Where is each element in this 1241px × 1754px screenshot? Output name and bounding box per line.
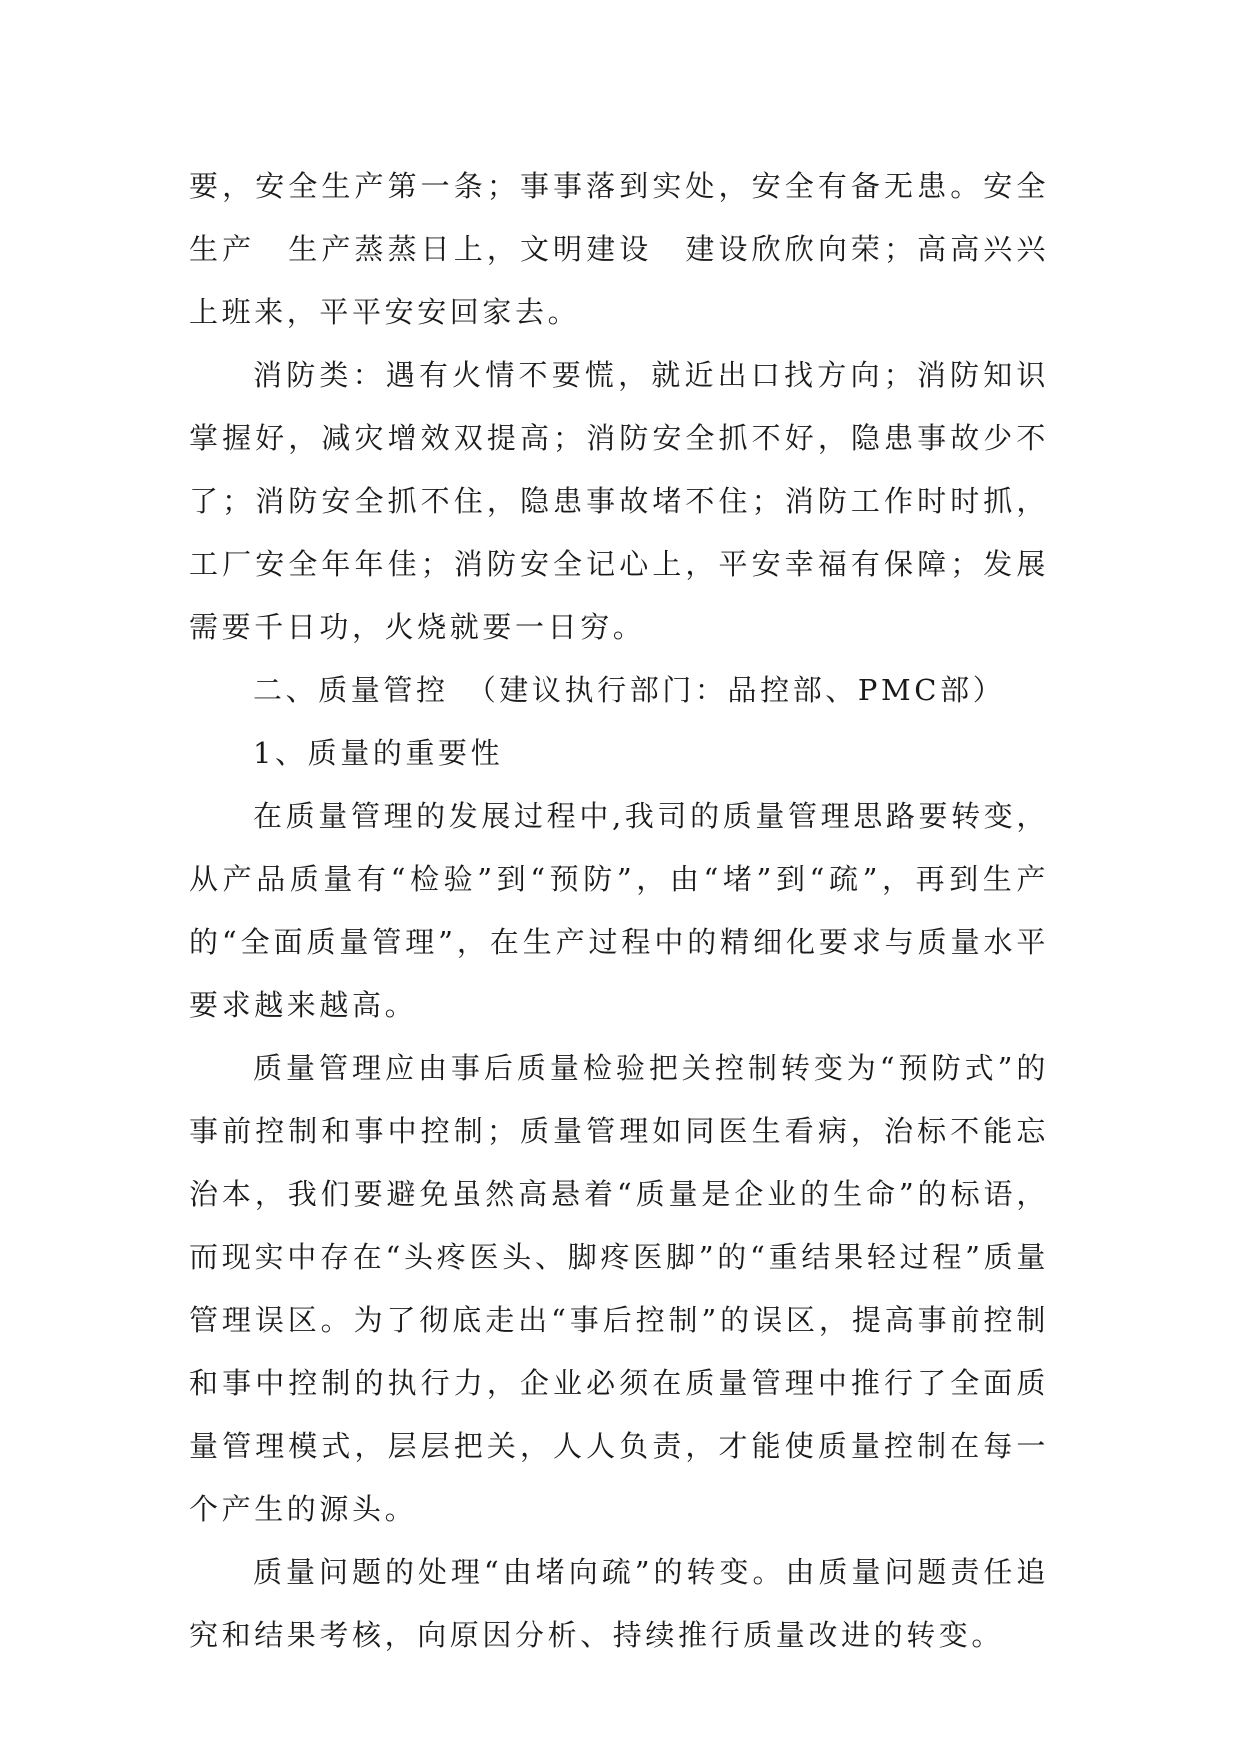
paragraph-safety-slogans-end: 要，安全生产第一条；事事落到实处，安全有备无患。安全生产 生产蒸蒸日上，文明建设 建设欣欣向荣；高高兴兴上班来，平平安安回家去。 [189, 169, 1049, 329]
section-heading-quality-control: 二、质量管控 （建议执行部门：品控部、PMC部） [253, 673, 1006, 707]
paragraph-preventive-control: 质量管理应由事后质量检验把关控制转变为“预防式”的事前控制和事中控制；质量管理如同医生看病，治标不能忘治本，我们要避免虽然高悬着“质量是企业的生命”的标语，而现实中存在“头疼医头、脚疼医脚”的“重结果轻过程”质量管理误区。为了彻底走出“事后控制”的误区，提高事前控制和事中控制的执行力，企业必须在质量管理中推行了全面质量管理模式，层层把关，人人负责，才能使质量控制在每一个产生的源头。 [189, 1051, 1049, 1526]
document-body [189, 155, 1049, 1667]
paragraph-quality-management-shift: 在质量管理的发展过程中,我司的质量管理思路要转变，从产品质量有“检验”到“预防”，由“堵”到“疏”，再到生产的“全面质量管理”，在生产过程中的精细化要求与质量水平要求越来越高。 [189, 799, 1049, 1022]
paragraph-fire-safety-slogans: 消防类：遇有火情不要慌，就近出口找方向；消防知识掌握好，减灾增效双提高；消防安全抓不好，隐患事故少不了；消防安全抓不住，隐患事故堵不住；消防工作时时抓，工厂安全年年佳；消防安全记心上，平安幸福有保障；发展需要千日功，火烧就要一日穷。 [189, 358, 1049, 644]
paragraph-quality-problem-handling: 质量问题的处理“由堵向疏”的转变。由质量问题责任追究和结果考核，向原因分析、持续推行质量改进的转变。 [189, 1555, 1049, 1652]
subheading-quality-importance: 1、质量的重要性 [253, 736, 504, 770]
